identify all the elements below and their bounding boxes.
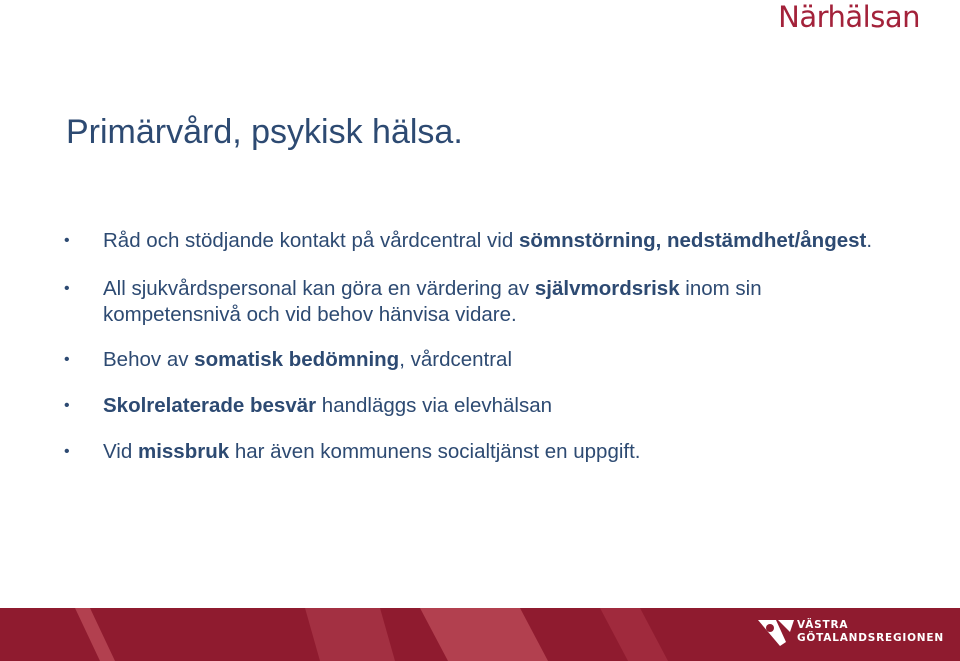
bullet-dot: • [64,443,70,460]
vgr-logo-line2: GÖTALANDSREGIONEN [797,631,944,644]
vgr-logo-text [797,619,944,644]
footer-band-stripe [305,608,395,661]
bullet-dot: • [64,280,70,297]
bullet-item [0,276,960,328]
vgr-logo-shape [758,620,786,646]
bullet-text: Råd och stödjande kontakt på vårdcentral vid sömnstörning, nedstämdhet/ångest. [103,229,873,252]
vgr-logo-line1: VÄSTRA [797,619,849,631]
bullet-text: Behov av somatisk bedömning, vårdcentral [103,348,513,371]
bullet-item [0,439,960,465]
bullet-dot: • [64,397,70,414]
bullet-text: Vid missbruk har även kommunens socialtjänst en uppgift. [103,440,641,463]
bullet-text: Skolrelaterade besvär handläggs via elevhälsan [103,394,553,417]
bullet-item [0,347,960,373]
bullet-list [0,228,960,465]
slide-title: Primärvård, psykisk hälsa. [66,113,463,151]
bullet-item [0,228,960,254]
brand-logo-text: Närhälsan [778,0,920,34]
vgr-logo-shape [766,624,774,632]
bullet-dot: • [64,232,70,249]
bullet-dot: • [64,351,70,368]
bullet-text: All sjukvårdspersonal kan göra en värdering av självmordsrisk inom sin kompetensnivå och vid behov hänvisa vidare. [103,277,762,326]
bullet-item [0,393,960,419]
